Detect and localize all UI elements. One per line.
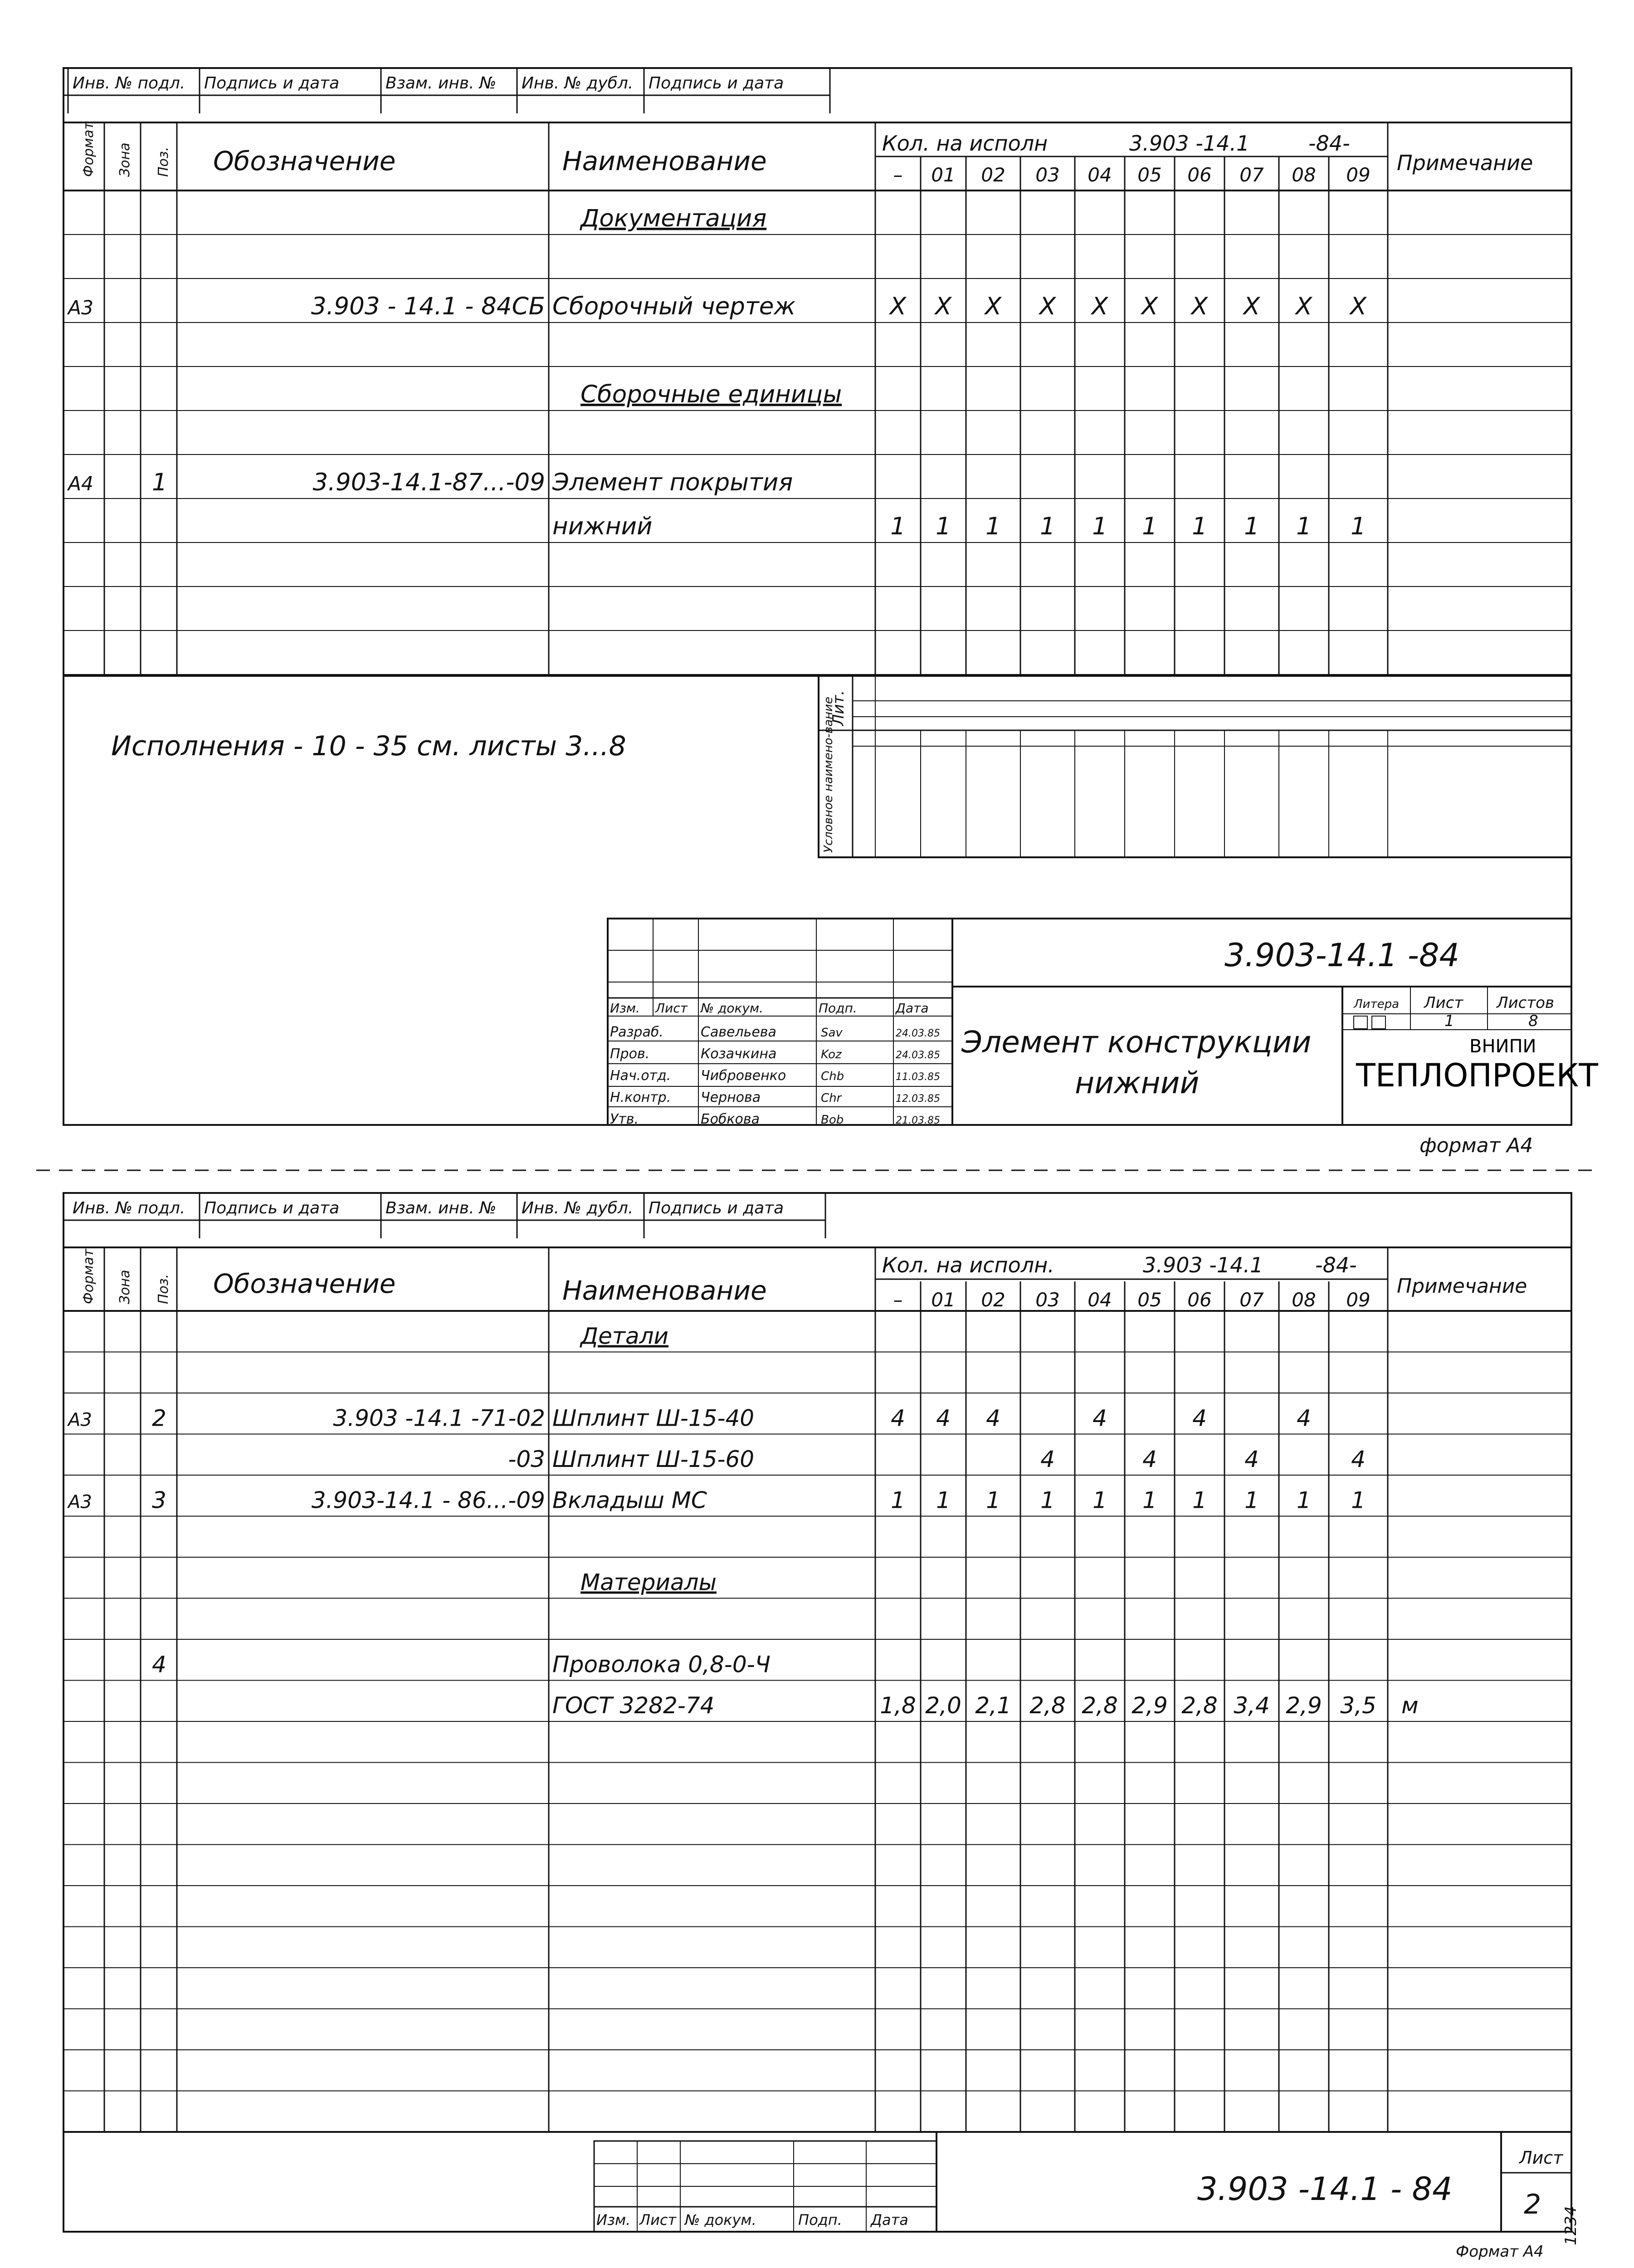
cell-qty: 1 xyxy=(986,1487,1000,1514)
cell-qty: 4 xyxy=(1244,1446,1259,1472)
header-name: Наименование xyxy=(562,146,767,176)
header-note: Примечание xyxy=(1397,151,1533,175)
role-label: Пров. xyxy=(610,1046,650,1062)
cell-pos: 4 xyxy=(152,1651,166,1678)
cell-qty: X xyxy=(889,293,907,320)
margin-number: 1234 xyxy=(1562,2206,1580,2245)
cell-name: Шплинт Ш-15-40 xyxy=(552,1405,755,1432)
cell-qty: X xyxy=(1091,293,1108,320)
bottom-table-header xyxy=(63,1247,1571,1311)
cell-qty: 3,5 xyxy=(1340,1692,1376,1719)
variant-label: 01 xyxy=(931,164,956,186)
cell-qty: X xyxy=(935,293,952,320)
title-block-header: Лист xyxy=(655,1001,688,1016)
cell-qty: 1 xyxy=(985,513,1001,540)
signer-name: Савельева xyxy=(701,1024,776,1040)
table-row xyxy=(580,205,766,232)
variant-labels xyxy=(893,1289,1371,1311)
section-heading: Материалы xyxy=(580,1569,717,1596)
signature: Bob xyxy=(821,1113,844,1127)
inv-header-cell: Инв. № дубл. xyxy=(522,1199,634,1217)
cell-qty: 1 xyxy=(1093,1487,1107,1514)
sheet-label: Лист xyxy=(1424,994,1463,1012)
variant-label: 07 xyxy=(1239,164,1264,186)
header-suffix: -84- xyxy=(1315,1253,1357,1277)
variant-label: 04 xyxy=(1088,1289,1112,1311)
cell-format: A3 xyxy=(68,1409,92,1431)
variant-label: – xyxy=(893,1289,903,1311)
cell-name: Шплинт Ш-15-60 xyxy=(552,1446,755,1472)
cell-qty: 4 xyxy=(1351,1446,1366,1472)
section-heading: Сборочные единицы xyxy=(580,381,842,408)
sign-date: 24.03.85 xyxy=(896,1050,940,1061)
cell-name: нижний xyxy=(552,513,653,540)
cell-designation: 3.903 - 14.1 - 84СБ xyxy=(311,293,545,320)
doc-number: 3.903-14.1 -84 xyxy=(1224,937,1460,974)
cell-qty: 4 xyxy=(1093,1405,1107,1432)
cell-pos: 2 xyxy=(152,1405,166,1432)
table-row xyxy=(580,1323,668,1349)
cell-format: A4 xyxy=(68,473,93,495)
cell-qty: X xyxy=(1243,293,1260,320)
lit-box xyxy=(819,676,1571,857)
sheets-label: Листов xyxy=(1497,994,1555,1012)
cell-qty: 1 xyxy=(890,513,906,540)
title-block-column-headers xyxy=(610,1001,929,1016)
cell-qty: 1 xyxy=(1192,1487,1207,1514)
cell-qty: 2,9 xyxy=(1132,1692,1168,1719)
header-pos: Поз. xyxy=(156,147,171,177)
header-zone: Зона xyxy=(117,142,133,177)
top-table-rows xyxy=(67,205,1367,540)
cell-qty: 2,8 xyxy=(1082,1692,1118,1719)
inv-header-cell: Подпись и дата xyxy=(204,74,340,93)
bottom-inventory-header xyxy=(63,1193,825,1238)
table-row xyxy=(67,469,793,496)
cell-qty: 3,4 xyxy=(1234,1692,1270,1719)
header-format: Формат xyxy=(81,1249,97,1304)
sign-date: 12.03.85 xyxy=(896,1093,940,1105)
table-row xyxy=(552,1692,1419,1719)
cell-qty: 4 xyxy=(936,1405,951,1432)
sign-date: 21.03.85 xyxy=(896,1115,940,1126)
role-label: Н.контр. xyxy=(610,1090,671,1105)
cell-designation: -03 xyxy=(508,1446,545,1472)
cell-qty: X xyxy=(1039,293,1056,320)
inv-header-cell: Взам. инв. № xyxy=(385,1199,497,1217)
variant-label: 02 xyxy=(981,1289,1005,1311)
cell-name: ГОСТ 3282-74 xyxy=(552,1692,715,1719)
cell-qty: 1 xyxy=(1040,1487,1055,1514)
cell-qty: 4 xyxy=(1040,1446,1055,1472)
cell-format: A3 xyxy=(68,297,93,319)
bottom-title-block xyxy=(63,2132,1571,2232)
signer-name: Чернова xyxy=(701,1090,761,1105)
cell-qty: 1 xyxy=(1192,513,1207,540)
top-table-header xyxy=(63,121,1571,191)
variant-label: 02 xyxy=(981,164,1005,186)
cell-pos: 1 xyxy=(152,469,167,496)
cell-name: Проволока 0,8-0-Ч xyxy=(552,1651,771,1678)
variant-label: 03 xyxy=(1035,1289,1060,1311)
variant-label: 01 xyxy=(931,1289,956,1311)
variant-label: 07 xyxy=(1239,1289,1264,1311)
cell-qty: 2,1 xyxy=(975,1692,1011,1719)
executions-note: Исполнения - 10 - 35 см. листы 3...8 xyxy=(111,730,626,762)
cell-designation: 3.903-14.1 - 86...-09 xyxy=(311,1487,545,1514)
header-suffix: -84- xyxy=(1308,131,1350,156)
header-zone: Зона xyxy=(117,1270,133,1304)
header-code: 3.903 -14.1 xyxy=(1129,131,1250,156)
cell-name: Сборочный чертеж xyxy=(552,293,796,320)
inv-header-cell: Взам. инв. № xyxy=(385,74,497,93)
cell-qty: 1 xyxy=(1297,1487,1311,1514)
table-row xyxy=(152,1652,771,1678)
org-line-1: ВНИПИ xyxy=(1469,1036,1536,1057)
inv-header-cell: Подпись и дата xyxy=(204,1199,340,1217)
conventional-label: Условное наимено-вание xyxy=(822,696,835,853)
cell-note: м xyxy=(1401,1692,1419,1719)
signature: Chr xyxy=(821,1091,842,1105)
title-block-header: Подп. xyxy=(798,2211,842,2229)
cell-qty: 4 xyxy=(891,1405,905,1432)
cell-name: Вкладыш МС xyxy=(552,1487,707,1514)
litera-label: Литера xyxy=(1354,997,1400,1011)
role-label: Утв. xyxy=(610,1111,639,1127)
variant-label: 09 xyxy=(1346,1289,1371,1311)
cell-qty: 1 xyxy=(1296,513,1312,540)
cell-qty: X xyxy=(985,293,1002,320)
variant-labels xyxy=(893,164,1371,186)
header-qty: Кол. на исполн. xyxy=(882,1253,1054,1277)
cell-qty: 1 xyxy=(1142,513,1157,540)
variant-label: 05 xyxy=(1137,164,1162,186)
section-heading: Документация xyxy=(580,205,767,232)
header-format: Формат xyxy=(81,122,97,177)
cell-qty: 1 xyxy=(891,1487,905,1514)
bottom-table-grid xyxy=(63,1247,1571,2132)
header-designation: Обозначение xyxy=(213,1268,396,1299)
signature: Chb xyxy=(821,1070,844,1083)
table-row xyxy=(67,1487,1366,1514)
cell-qty: 2,9 xyxy=(1286,1692,1322,1719)
cell-qty: 2,8 xyxy=(1029,1692,1066,1719)
cell-qty: 1 xyxy=(1244,513,1259,540)
cell-qty: 1 xyxy=(1040,513,1055,540)
header-pos: Поз. xyxy=(156,1274,171,1304)
format-label: формат A4 xyxy=(1419,1134,1533,1157)
cell-qty: 1,8 xyxy=(880,1692,916,1719)
sheet-label: Лист xyxy=(1519,2148,1563,2168)
table-row xyxy=(508,1446,1366,1472)
cell-qty: 4 xyxy=(1142,1446,1157,1472)
variant-label: – xyxy=(893,164,903,186)
table-row xyxy=(580,381,842,408)
cell-qty: 1 xyxy=(936,513,951,540)
table-row xyxy=(67,293,1367,320)
inv-header-cell: Инв. № подл. xyxy=(73,1199,185,1217)
table-row xyxy=(580,1569,717,1596)
cell-designation: 3.903 -14.1 -71-02 xyxy=(333,1405,545,1432)
top-inventory-header xyxy=(63,68,830,113)
cell-name: Элемент покрытия xyxy=(552,469,793,496)
role-label: Нач.отд. xyxy=(610,1068,671,1084)
inv-header-cell: Инв. № подл. xyxy=(73,74,185,93)
cell-qty: 2,0 xyxy=(925,1692,961,1719)
cell-qty: 1 xyxy=(1244,1487,1259,1514)
title-block-header: Дата xyxy=(871,2211,908,2229)
top-specification-sheet xyxy=(63,68,1598,1157)
signer-name: Козачкина xyxy=(701,1046,777,1062)
title-block-header: № докум. xyxy=(701,1001,764,1016)
org-line-2: ТЕПЛОПРОЕКТ xyxy=(1356,1057,1598,1094)
title-block-column-headers xyxy=(596,2211,908,2229)
cell-qty: 4 xyxy=(1192,1405,1207,1432)
title-block-header: Изм. xyxy=(610,1001,640,1016)
title-block-header: Лист xyxy=(639,2211,677,2229)
cell-qty: X xyxy=(1295,293,1312,320)
sign-date: 11.03.85 xyxy=(896,1071,940,1083)
header-name: Наименование xyxy=(562,1275,767,1306)
bottom-table-rows xyxy=(67,1323,1419,1719)
cell-format: A3 xyxy=(68,1491,92,1513)
cell-qty: 1 xyxy=(1092,513,1107,540)
title-block-header: Дата xyxy=(896,1001,929,1016)
cell-qty: 4 xyxy=(1297,1405,1311,1432)
title-block-header: № докум. xyxy=(685,2211,756,2229)
variant-label: 06 xyxy=(1187,1289,1212,1311)
cell-qty: 1 xyxy=(1351,513,1366,540)
cell-qty: 1 xyxy=(936,1487,951,1514)
format-label: Формат A4 xyxy=(1456,2243,1544,2261)
signer-name: Бобкова xyxy=(701,1111,760,1127)
title-block-header: Изм. xyxy=(596,2211,631,2229)
signature: Sav xyxy=(821,1026,843,1040)
sheet-number: 2 xyxy=(1524,2189,1541,2220)
variant-label: 05 xyxy=(1137,1289,1162,1311)
variant-label: 03 xyxy=(1035,164,1060,186)
lit-label: Лит. xyxy=(829,690,848,726)
table-row xyxy=(552,513,1366,540)
variant-label: 06 xyxy=(1187,164,1212,186)
title-block-signatures xyxy=(610,1024,940,1127)
title-block-header: Подп. xyxy=(819,1001,857,1016)
cell-qty: 1 xyxy=(1351,1487,1366,1514)
cell-qty: 4 xyxy=(986,1405,1000,1432)
signature: Koz xyxy=(821,1048,842,1061)
header-designation: Обозначение xyxy=(213,146,396,176)
cell-pos: 3 xyxy=(152,1487,166,1514)
inv-header-cell: Подпись и дата xyxy=(649,1199,784,1217)
doc-number: 3.903 -14.1 - 84 xyxy=(1197,2170,1453,2208)
variant-label: 09 xyxy=(1346,164,1371,186)
inv-header-cell: Инв. № дубл. xyxy=(522,74,634,93)
sheet-number: 1 xyxy=(1444,1012,1454,1030)
header-code: 3.903 -14.1 xyxy=(1143,1253,1263,1277)
variant-label: 08 xyxy=(1292,164,1316,186)
variant-label: 08 xyxy=(1292,1289,1316,1311)
cell-qty: X xyxy=(1191,293,1208,320)
sign-date: 24.03.85 xyxy=(896,1028,940,1039)
cell-qty: X xyxy=(1141,293,1158,320)
cell-designation: 3.903-14.1-87...-09 xyxy=(312,469,545,496)
header-qty: Кол. на исполн xyxy=(882,131,1048,156)
header-note: Примечание xyxy=(1397,1275,1527,1298)
bottom-specification-sheet xyxy=(63,1193,1580,2261)
cell-qty: X xyxy=(1350,293,1367,320)
title-line-2: нижний xyxy=(1075,1066,1200,1100)
cell-qty: 2,8 xyxy=(1181,1692,1218,1719)
top-title-block xyxy=(608,919,1598,1127)
role-label: Разраб. xyxy=(610,1024,663,1040)
section-heading: Детали xyxy=(580,1323,669,1349)
title-line-1: Элемент конструкции xyxy=(961,1025,1312,1060)
sheets-count: 8 xyxy=(1528,1012,1538,1030)
variant-label: 04 xyxy=(1088,164,1112,186)
cell-qty: 1 xyxy=(1142,1487,1157,1514)
inv-header-cell: Подпись и дата xyxy=(649,74,784,93)
signer-name: Чибровенко xyxy=(701,1068,786,1084)
